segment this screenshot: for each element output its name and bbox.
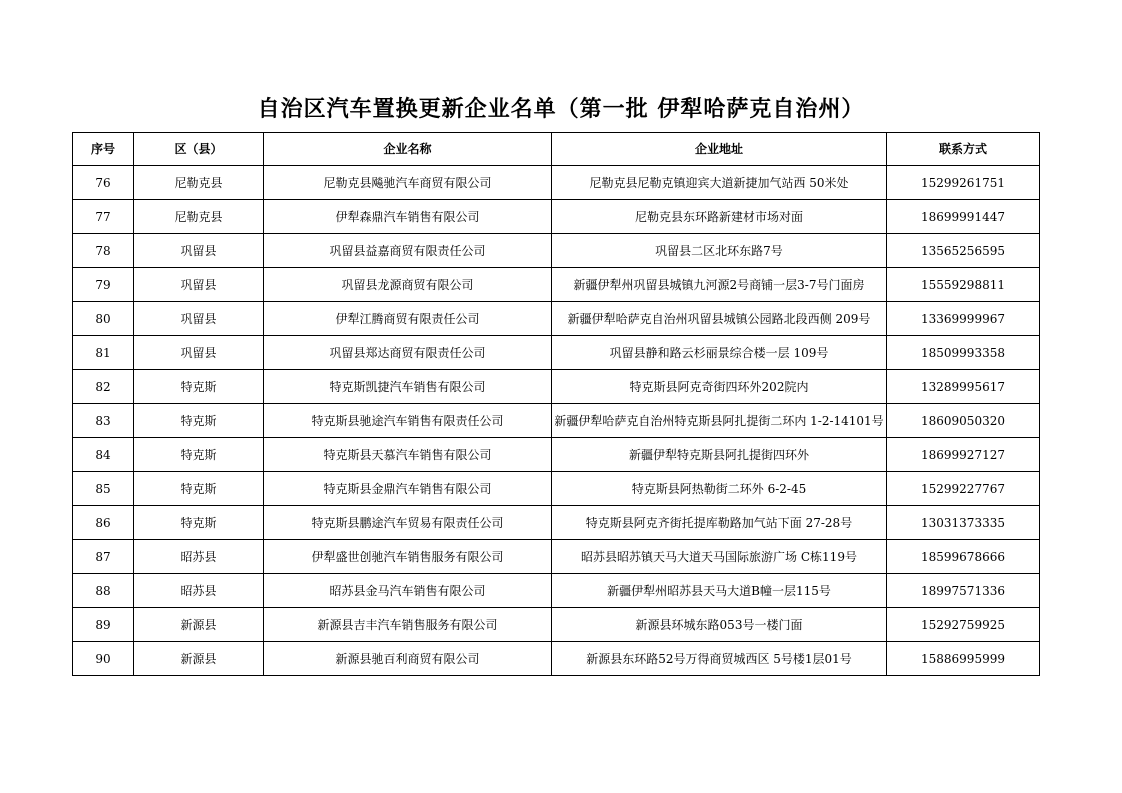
company-name-cell: 新源县吉丰汽车销售服务有限公司	[264, 608, 552, 642]
company-name-cell: 特克斯县驰途汽车销售有限责任公司	[264, 404, 552, 438]
company-name-cell: 伊犁江腾商贸有限责任公司	[264, 302, 552, 336]
table-row	[73, 506, 1040, 540]
serial-number-cell: 83	[73, 404, 134, 438]
table-row	[73, 336, 1040, 370]
contact-phone-cell: 18599678666	[887, 540, 1040, 574]
contact-phone-cell: 13565256595	[887, 234, 1040, 268]
company-address-cell: 尼勒克县东环路新建材市场对面	[552, 200, 887, 234]
company-address-cell: 尼勒克县尼勒克镇迎宾大道新捷加气站西 50米处	[552, 166, 887, 200]
company-name-cell: 伊犁森鼎汽车销售有限公司	[264, 200, 552, 234]
contact-phone-cell: 13031373335	[887, 506, 1040, 540]
district-cell: 新源县	[134, 642, 264, 676]
district-cell: 昭苏县	[134, 540, 264, 574]
district-cell: 巩留县	[134, 268, 264, 302]
company-address-cell: 昭苏县昭苏镇天马大道天马国际旅游广场 C栋119号	[552, 540, 887, 574]
serial-number-cell: 77	[73, 200, 134, 234]
table-row	[73, 404, 1040, 438]
table-row	[73, 268, 1040, 302]
company-name-cell: 巩留县郑达商贸有限责任公司	[264, 336, 552, 370]
serial-number-cell: 79	[73, 268, 134, 302]
district-cell: 特克斯	[134, 438, 264, 472]
serial-number-cell: 78	[73, 234, 134, 268]
contact-phone-cell: 18699927127	[887, 438, 1040, 472]
serial-number-cell: 82	[73, 370, 134, 404]
contact-phone-cell: 15292759925	[887, 608, 1040, 642]
district-cell: 特克斯	[134, 404, 264, 438]
header-company-name: 企业名称	[264, 133, 552, 166]
company-address-cell: 特克斯县阿克奇街四环外202院内	[552, 370, 887, 404]
contact-phone-cell: 13369999967	[887, 302, 1040, 336]
table-row	[73, 540, 1040, 574]
table-row	[73, 234, 1040, 268]
company-address-cell: 巩留县静和路云杉丽景综合楼一层 109号	[552, 336, 887, 370]
company-address-cell: 新疆伊犁州巩留县城镇九河源2号商铺一层3-7号门面房	[552, 268, 887, 302]
company-address-cell: 巩留县二区北环东路7号	[552, 234, 887, 268]
header-contact: 联系方式	[887, 133, 1040, 166]
district-cell: 特克斯	[134, 472, 264, 506]
contact-phone-cell: 15299261751	[887, 166, 1040, 200]
company-address-cell: 特克斯县阿克齐街托提库勒路加气站下面 27-28号	[552, 506, 887, 540]
company-name-cell: 特克斯县天慕汽车销售有限公司	[264, 438, 552, 472]
table-row	[73, 472, 1040, 506]
company-name-cell: 昭苏县金马汽车销售有限公司	[264, 574, 552, 608]
table-row	[73, 370, 1040, 404]
table-row	[73, 166, 1040, 200]
table-row	[73, 608, 1040, 642]
company-name-cell: 尼勒克县飚驰汽车商贸有限公司	[264, 166, 552, 200]
table-row	[73, 574, 1040, 608]
header-district: 区（县）	[134, 133, 264, 166]
district-cell: 巩留县	[134, 336, 264, 370]
serial-number-cell: 87	[73, 540, 134, 574]
contact-phone-cell: 13289995617	[887, 370, 1040, 404]
company-name-cell: 特克斯县金鼎汽车销售有限公司	[264, 472, 552, 506]
serial-number-cell: 80	[73, 302, 134, 336]
serial-number-cell: 89	[73, 608, 134, 642]
table-row	[73, 200, 1040, 234]
table-row	[73, 302, 1040, 336]
header-company-address: 企业地址	[552, 133, 887, 166]
district-cell: 尼勒克县	[134, 200, 264, 234]
company-name-cell: 特克斯县鹏途汽车贸易有限责任公司	[264, 506, 552, 540]
company-name-cell: 特克斯凯捷汽车销售有限公司	[264, 370, 552, 404]
district-cell: 巩留县	[134, 302, 264, 336]
company-address-cell: 新疆伊犁哈萨克自治州巩留县城镇公园路北段西侧 209号	[552, 302, 887, 336]
contact-phone-cell: 18509993358	[887, 336, 1040, 370]
company-address-cell: 新疆伊犁特克斯县阿扎提街四环外	[552, 438, 887, 472]
district-cell: 巩留县	[134, 234, 264, 268]
serial-number-cell: 88	[73, 574, 134, 608]
table-body	[73, 166, 1040, 676]
serial-number-cell: 81	[73, 336, 134, 370]
header-serial-number: 序号	[73, 133, 134, 166]
company-name-cell: 伊犁盛世创驰汽车销售服务有限公司	[264, 540, 552, 574]
contact-phone-cell: 18997571336	[887, 574, 1040, 608]
contact-phone-cell: 15299227767	[887, 472, 1040, 506]
contact-phone-cell: 15559298811	[887, 268, 1040, 302]
district-cell: 尼勒克县	[134, 166, 264, 200]
serial-number-cell: 90	[73, 642, 134, 676]
company-address-cell: 新疆伊犁哈萨克自治州特克斯县阿扎提街二环内 1-2-14101号	[552, 404, 887, 438]
company-address-cell: 新疆伊犁州昭苏县天马大道B幢一层115号	[552, 574, 887, 608]
table-row	[73, 642, 1040, 676]
company-address-cell: 新源县环城东路053号一楼门面	[552, 608, 887, 642]
district-cell: 昭苏县	[134, 574, 264, 608]
company-address-cell: 特克斯县阿热勒街二环外 6-2-45	[552, 472, 887, 506]
enterprise-table	[72, 132, 1040, 676]
serial-number-cell: 84	[73, 438, 134, 472]
table-row	[73, 438, 1040, 472]
company-name-cell: 巩留县龙源商贸有限公司	[264, 268, 552, 302]
serial-number-cell: 85	[73, 472, 134, 506]
serial-number-cell: 76	[73, 166, 134, 200]
contact-phone-cell: 18699991447	[887, 200, 1040, 234]
district-cell: 特克斯	[134, 506, 264, 540]
company-address-cell: 新源县东环路52号万得商贸城西区 5号楼1层01号	[552, 642, 887, 676]
district-cell: 特克斯	[134, 370, 264, 404]
district-cell: 新源县	[134, 608, 264, 642]
serial-number-cell: 86	[73, 506, 134, 540]
page-title: 自治区汽车置换更新企业名单（第一批 伊犁哈萨克自治州）	[257, 97, 865, 122]
contact-phone-cell: 15886995999	[887, 642, 1040, 676]
company-name-cell: 巩留县益嘉商贸有限责任公司	[264, 234, 552, 268]
company-name-cell: 新源县驰百利商贸有限公司	[264, 642, 552, 676]
contact-phone-cell: 18609050320	[887, 404, 1040, 438]
table-header-row	[73, 133, 1040, 166]
